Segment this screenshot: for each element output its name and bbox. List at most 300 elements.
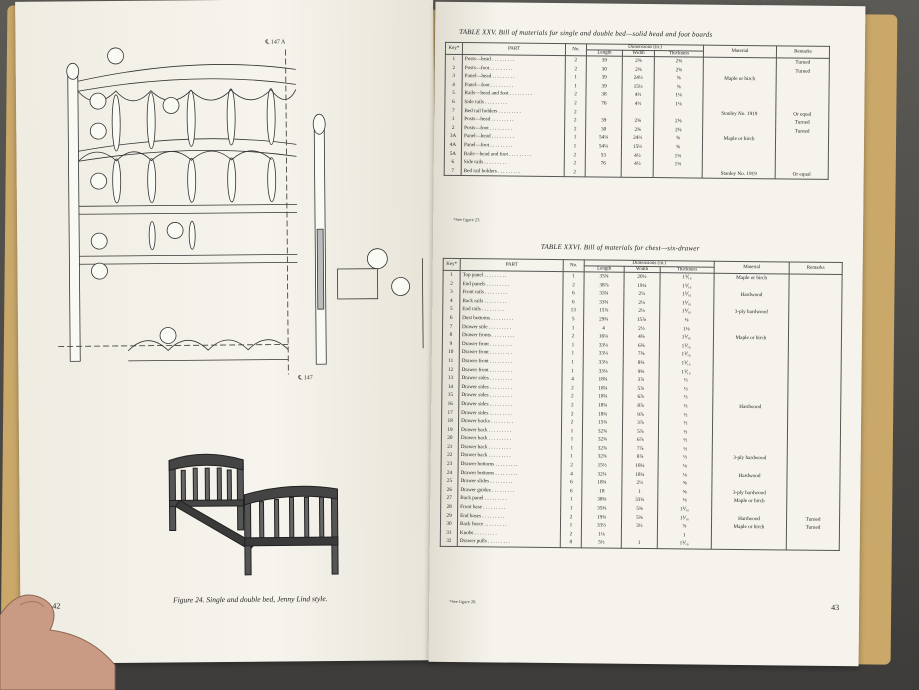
header-material: Material [714, 261, 789, 274]
cell-width [622, 108, 654, 117]
table26-title: TABLE XXVI. Bill of materials for chest—six-drawer [540, 242, 700, 253]
figure-caption: Figure 24. Single and double bed, Jenny Lind style. [173, 594, 328, 605]
cell-thickness: 1 [657, 531, 711, 540]
cell-part: Panel—foot . . . . . . . . . [462, 81, 565, 91]
cell-no: 1 [565, 133, 586, 142]
header-material: Material [703, 45, 776, 58]
cell-width [621, 168, 653, 177]
cell-material: Maple or birch [714, 273, 789, 283]
cell-length: 33¼ [583, 367, 623, 376]
cell-no: 1 [565, 82, 586, 91]
cell-width: 9⅞ [623, 410, 659, 419]
cell-part: Dust bottoms . . . . . . . . . [460, 314, 563, 324]
cell-key: 2 [445, 124, 462, 133]
cell-thickness: ½ [658, 411, 712, 420]
header-remarks: Remarks [789, 262, 842, 275]
cell-part: Drawer front . . . . . . . . . [459, 340, 562, 350]
cell-length: 15⅞ [584, 307, 624, 316]
cell-no: 1 [563, 324, 584, 333]
cell-no: 1 [561, 435, 582, 444]
cell-material: Hardwood [712, 471, 787, 480]
cell-length: 32¾ [582, 453, 622, 462]
cell-no: 6 [561, 487, 582, 496]
cell-width: 24½ [622, 74, 654, 83]
cell-key: 23 [441, 460, 458, 469]
cell-no: 2 [564, 168, 585, 177]
cell-thickness: ½ [658, 428, 712, 437]
cell-length: 18¾ [583, 384, 623, 393]
cell-width: 19¼ [624, 281, 660, 290]
cell-no: 2 [565, 56, 586, 65]
cell-length: 35⅝ [582, 504, 622, 513]
cell-part: Drawer slides . . . . . . . . . [458, 477, 561, 487]
cell-key: 7 [443, 322, 460, 331]
cell-no: 2 [564, 159, 585, 168]
cell-part: Panel—head . . . . . . . . . [462, 132, 565, 142]
cell-width: 5⅝ [622, 505, 658, 514]
cell-no: 2 [565, 116, 586, 125]
cell-thickness: 1⅟₁₆ [659, 308, 713, 317]
cell-length: 18¾ [582, 479, 622, 488]
cell-no: 1 [562, 358, 583, 367]
cell-key: 3 [443, 288, 460, 297]
cell-no: 1 [561, 504, 582, 513]
cell-length: 30 [586, 125, 622, 134]
cell-width: 9⅝ [623, 367, 659, 376]
cell-width: 8⅞ [623, 402, 659, 411]
cell-no: 1 [561, 453, 582, 462]
cell-key: 18 [442, 417, 459, 426]
cell-part: Panel—foot . . . . . . . . . [461, 141, 564, 151]
cell-key: 4A [444, 141, 461, 150]
cell-part: Panel—head . . . . . . . . . [462, 72, 565, 82]
header-width: Width [622, 50, 654, 56]
cell-no: 1 [565, 73, 586, 82]
cell-part: Drawer front . . . . . . . . . [459, 357, 562, 367]
cell-remarks: Or equal [775, 170, 828, 180]
cell-part: Top panel . . . . . . . . . [460, 271, 563, 281]
cell-key: 32 [440, 537, 457, 546]
cell-material: Maple or birch [712, 497, 787, 506]
cell-no: 2 [565, 91, 586, 100]
cell-width [621, 531, 657, 540]
cell-width: 2¼ [624, 299, 660, 308]
header-part: PART [460, 259, 563, 272]
cell-thickness [653, 169, 702, 179]
cell-width: 5⅞ [622, 427, 658, 436]
cell-no: 2 [560, 530, 581, 539]
cell-width: 6⅞ [622, 436, 658, 445]
cell-width: 2½ [622, 479, 658, 488]
cell-remarks [786, 541, 839, 551]
cell-part: Drawer stile . . . . . . . . . [460, 323, 563, 333]
cell-no: 6 [561, 478, 582, 487]
cell-thickness: 1⅛ [653, 152, 702, 161]
cell-length: 18¾ [583, 401, 623, 410]
cell-width: 1 [621, 539, 657, 548]
cell-width: 4½ [621, 160, 653, 169]
table26 [440, 258, 843, 551]
cell-thickness: ⅛ [658, 462, 712, 471]
cell-thickness: 1⅟₁₆ [660, 290, 714, 299]
cell-length [586, 108, 622, 117]
cell-material: Hardwood [713, 403, 788, 412]
cell-length: 5½ [581, 539, 621, 549]
cell-key: 12 [442, 365, 459, 374]
cell-thickness: ⅞ [657, 522, 711, 531]
cell-thickness: ½ [659, 385, 713, 394]
cell-length: 33¼ [583, 341, 623, 350]
cell-no: 1 [560, 521, 581, 530]
cell-part: Bed rail holders . . . . . . . . . [461, 167, 564, 177]
cell-part: Drawer sides . . . . . . . . . [459, 409, 562, 419]
cell-width: 24½ [622, 134, 654, 143]
cell-thickness: 1⅟₁₆ [659, 359, 713, 368]
cell-key: 15 [442, 391, 459, 400]
header-dimensions: Dimensions (in.) [584, 260, 714, 267]
cell-no: 4 [561, 470, 582, 479]
cell-width: 18¼ [622, 470, 658, 479]
cell-width: 2⅝ [622, 117, 654, 126]
cell-thickness: 1⅟₁₆ [659, 368, 713, 377]
cell-key: 1 [443, 270, 460, 279]
cell-key: 7 [445, 106, 462, 115]
header-length: Length [584, 266, 624, 272]
cell-part: Drawer bottoms . . . . . . . . . [458, 460, 561, 470]
cell-thickness: ½ [658, 445, 712, 454]
cell-length: 33¼ [583, 358, 623, 367]
cell-thickness: ⅛ [657, 497, 711, 506]
cell-length: 18 [582, 487, 622, 496]
cell-key: 2 [445, 63, 462, 72]
cell-part: Drawer backs . . . . . . . . . [459, 417, 562, 427]
cell-thickness: ½ [658, 419, 712, 428]
cell-thickness: ½ [658, 436, 712, 445]
cell-key: 9 [442, 340, 459, 349]
cell-thickness: ½ [658, 402, 712, 411]
cell-length: 38⅞ [584, 281, 624, 290]
cell-width: 20½ [624, 272, 660, 281]
cell-no: 2 [561, 461, 582, 470]
bed-illustration [159, 439, 350, 591]
cell-remarks: Turned [786, 524, 839, 533]
cell-key: 21 [441, 443, 458, 452]
cell-thickness: 1⅟₁₆ [657, 505, 711, 514]
cell-material: Hardwood [712, 514, 787, 523]
cell-length: 15½ [582, 461, 622, 470]
cell-key: 3A [445, 132, 462, 141]
cell-thickness: 2⅝ [654, 66, 703, 75]
cell-key: 10 [442, 348, 459, 357]
cell-no: 2 [565, 125, 586, 134]
cell-length: 38 [586, 91, 622, 100]
cell-width: 4½ [621, 151, 653, 160]
cell-part: End rails . . . . . . . . . [460, 305, 563, 315]
cell-key: 5A [444, 149, 461, 158]
cell-thickness: ⅝ [654, 143, 703, 152]
cell-width: 5⅝ [622, 513, 658, 522]
cell-length: 15¾ [583, 418, 623, 427]
cell-no: 13 [563, 306, 584, 315]
cell-material: 3-ply hardwood [712, 454, 787, 463]
cell-thickness: ½ [658, 393, 712, 402]
hand [0, 585, 120, 690]
cell-material: Hardwood [714, 291, 789, 300]
cell-key: 11 [442, 357, 459, 366]
cell-no: 2 [562, 332, 583, 341]
cell-key: 24 [441, 469, 458, 478]
cell-thickness: 1⅟₁₆ [657, 514, 711, 523]
cell-no: 2 [565, 108, 586, 117]
cell-no: 1 [564, 142, 585, 151]
cell-key: 19 [441, 426, 458, 435]
cell-key: 1 [445, 54, 462, 63]
cell-part: Drawer guides . . . . . . . . . [458, 486, 561, 496]
cell-no: 8 [560, 539, 581, 548]
cell-length: 54¼ [586, 134, 622, 143]
cell-key: 8 [442, 331, 459, 340]
cell-thickness: ⅝ [654, 83, 703, 92]
cell-no: 4 [562, 375, 583, 384]
cell-part: Back rails . . . . . . . . . [460, 297, 563, 307]
cell-no: 2 [563, 281, 584, 290]
cell-length: 18¾ [583, 393, 623, 402]
cell-length: 1⅛ [581, 530, 621, 539]
cell-key: 22 [441, 451, 458, 460]
table25 [444, 42, 830, 180]
cell-part: Drawer back . . . . . . . . . [458, 451, 561, 461]
cell-thickness: 1⅟₁₆ [657, 540, 711, 550]
cell-key: 25 [441, 477, 458, 486]
cell-length: 32¾ [582, 444, 622, 453]
cell-length: 19¾ [582, 513, 622, 522]
cell-no: 2 [565, 65, 586, 74]
cell-remarks: Turned [776, 118, 829, 127]
header-dimensions: Dimensions (in.) [586, 44, 703, 51]
cell-width: 2¼ [624, 290, 660, 299]
cell-no: 6 [563, 289, 584, 298]
cell-thickness: 1⅟₁₆ [659, 342, 713, 351]
cell-length: 53 [585, 151, 621, 160]
cell-part: Drawer fronts . . . . . . . . . [459, 331, 562, 341]
cell-key: 4 [445, 81, 462, 90]
cell-part: Drawer front . . . . . . . . . [459, 366, 562, 376]
cell-length: 39 [586, 74, 622, 83]
cell-width: 4⅝ [623, 333, 659, 342]
table26-footnote: *See figure 28. [449, 598, 477, 605]
cell-width: 33¾ [622, 496, 658, 505]
cell-width: 6⅞ [623, 393, 659, 402]
cell-width: 8⅞ [622, 453, 658, 462]
cell-part: Drawer bottoms . . . . . . . . . [458, 469, 561, 479]
cell-material: 3-ply hardwood [712, 489, 787, 498]
cell-length: 39 [586, 82, 622, 91]
cell-thickness: 1⅛ [654, 100, 703, 109]
cell-key: 20 [441, 434, 458, 443]
cell-length: 16¼ [583, 332, 623, 341]
cell-width: 2⅝ [622, 125, 654, 134]
cell-part: Drawer pulls . . . . . . . . . [457, 537, 560, 547]
cell-key: 28 [441, 503, 458, 512]
cell-no: 2 [561, 513, 582, 522]
cell-length: 29¾ [584, 315, 624, 324]
cell-no: 1 [561, 496, 582, 505]
cell-length: 32¾ [582, 427, 622, 436]
header-part: PART [462, 43, 565, 56]
header-remarks: Remarks [776, 46, 829, 59]
cell-key: 4 [443, 297, 460, 306]
cell-width: 1 [622, 488, 658, 497]
table26-body [440, 270, 842, 550]
cell-no: 2 [562, 418, 583, 427]
cell-no: 1 [561, 444, 582, 453]
cell-part: End panels . . . . . . . . . [460, 280, 563, 290]
cell-no: 2 [562, 410, 583, 419]
cell-length: 4 [584, 324, 624, 333]
cell-key: 16 [442, 400, 459, 409]
cell-thickness: 1⅛ [654, 91, 703, 100]
cell-thickness: 2⅝ [654, 117, 703, 126]
cell-no: 1 [562, 349, 583, 358]
cell-key: 29 [441, 511, 458, 520]
cell-key: 26 [441, 486, 458, 495]
cell-thickness: 1⅟₁₆ [659, 299, 713, 308]
page-number-left: 42 [52, 601, 61, 611]
cell-thickness: 1⅟₁₆ [659, 350, 713, 359]
cell-part: Drawer back . . . . . . . . . [458, 434, 561, 444]
cell-length: 32¼ [582, 470, 622, 479]
cell-width: 3⅞ [623, 419, 659, 428]
cell-material [711, 540, 786, 550]
cell-key: 31 [440, 529, 457, 538]
centerline-label: ℄ 147 [298, 375, 313, 382]
cell-remarks: Turned [776, 58, 829, 68]
cell-width: 3½ [621, 522, 657, 531]
table25-footnote: *See figure 23. [453, 216, 481, 223]
cell-material: Maple or birch [702, 135, 775, 144]
cell-part: Drawer sides . . . . . . . . . [459, 400, 562, 410]
header-length: Length [586, 50, 622, 56]
cell-thickness: 2⅝ [654, 126, 703, 135]
cell-length: 35¾ [584, 272, 624, 282]
cell-key: 3 [445, 72, 462, 81]
left-page [15, 0, 439, 664]
cell-material: Maple or birch [713, 334, 788, 343]
cell-width: 3⅞ [623, 376, 659, 385]
cell-no: 2 [562, 392, 583, 401]
cell-length: 38⅝ [582, 496, 622, 505]
cell-part: Drawer sides . . . . . . . . . [459, 383, 562, 393]
header-thickness: Thickness [655, 51, 704, 58]
cell-no: 1 [563, 272, 584, 281]
cell-width: 2½ [624, 324, 660, 333]
cell-length: 30 [586, 65, 622, 74]
cell-no: 2 [564, 151, 585, 160]
table25-body [444, 54, 829, 179]
cell-no: 2 [562, 401, 583, 410]
cell-key: 6 [445, 98, 462, 107]
cell-length: 32¾ [582, 436, 622, 445]
cell-width: 18¼ [622, 462, 658, 471]
cell-width: 8⅝ [623, 359, 659, 368]
cell-no: 5 [563, 315, 584, 324]
cell-length: 39 [586, 117, 622, 126]
cell-thickness: 1⅛ [659, 325, 713, 334]
cell-no: 6 [563, 298, 584, 307]
cell-key: 1 [445, 115, 462, 124]
cell-key: 5 [443, 305, 460, 314]
cell-thickness: ½ [658, 454, 712, 463]
cell-width: 7⅞ [622, 445, 658, 454]
cell-width: 2⅝ [622, 56, 654, 65]
cell-thickness: ⅝ [654, 134, 703, 143]
cell-part: Front rails . . . . . . . . . [460, 288, 563, 298]
cell-length: 33¾ [584, 290, 624, 299]
cell-width: 6⅝ [623, 342, 659, 351]
cell-key: 17 [442, 408, 459, 417]
cell-part: Bed rail holders . . . . . . . . . [462, 107, 565, 117]
cell-width: 15⅞ [624, 316, 660, 325]
cell-length: 39 [586, 56, 622, 65]
centerline-label-a: ℄ 147 A [265, 39, 286, 46]
cell-material: 3-ply hardwood [714, 308, 789, 317]
cell-thickness: 1⅟₁₆ [660, 282, 714, 291]
cell-no: 2 [562, 384, 583, 393]
cell-part: Posts—head . . . . . . . . . [462, 115, 565, 125]
cell-part: Side rails . . . . . . . . . [462, 98, 565, 108]
page-number-right: 43 [831, 602, 840, 613]
cell-length: 33½ [581, 522, 621, 531]
cell-part: Drawer front . . . . . . . . . [459, 348, 562, 358]
cell-length: 33¼ [583, 350, 623, 359]
cell-width: 7⅝ [623, 350, 659, 359]
cell-key: 6 [443, 314, 460, 323]
cell-material: Stanley No. 1919 [702, 169, 775, 179]
cell-width: 2¼ [624, 307, 660, 316]
cell-key: 30 [440, 520, 457, 529]
cell-key: 14 [442, 383, 459, 392]
cell-thickness: ⅛ [658, 471, 712, 480]
cell-remarks: Turned [776, 67, 829, 76]
cell-remarks: Turned [776, 127, 829, 136]
cell-thickness: ⅝ [658, 488, 712, 497]
cell-length: 33¾ [584, 298, 624, 307]
cell-part: Back panel . . . . . . . . . [458, 494, 561, 504]
bed-elevation-drawing [45, 28, 438, 391]
cell-part: Drawer back . . . . . . . . . [458, 426, 561, 436]
table25-title: TABLE XXV. Bill of materials for single and double bed—solid head and foot boards [459, 28, 713, 39]
cell-part: Posts—foot . . . . . . . . . [462, 124, 565, 134]
header-thickness: Thickness [660, 267, 714, 274]
header-no: No. [565, 44, 586, 56]
cell-key: 13 [442, 374, 459, 383]
cell-length [585, 168, 621, 177]
cell-remarks: Or equal [776, 110, 829, 119]
cell-part: Side rails . . . . . . . . . [461, 158, 564, 168]
cell-width: 4½ [622, 100, 654, 109]
cell-length: 54¼ [585, 142, 621, 151]
cell-length: 18¾ [583, 410, 623, 419]
cell-width: 2⅝ [622, 65, 654, 74]
cell-length: 76 [585, 159, 621, 168]
cell-thickness: ⅛ [659, 316, 713, 325]
cell-thickness: ½ [659, 376, 713, 385]
cell-part: End bases . . . . . . . . . [458, 512, 561, 522]
cell-part: Posts—head . . . . . . . . . [462, 55, 565, 65]
header-key: Key* [445, 42, 462, 54]
cell-width: 15½ [622, 83, 654, 92]
cell-no: 2 [565, 99, 586, 108]
